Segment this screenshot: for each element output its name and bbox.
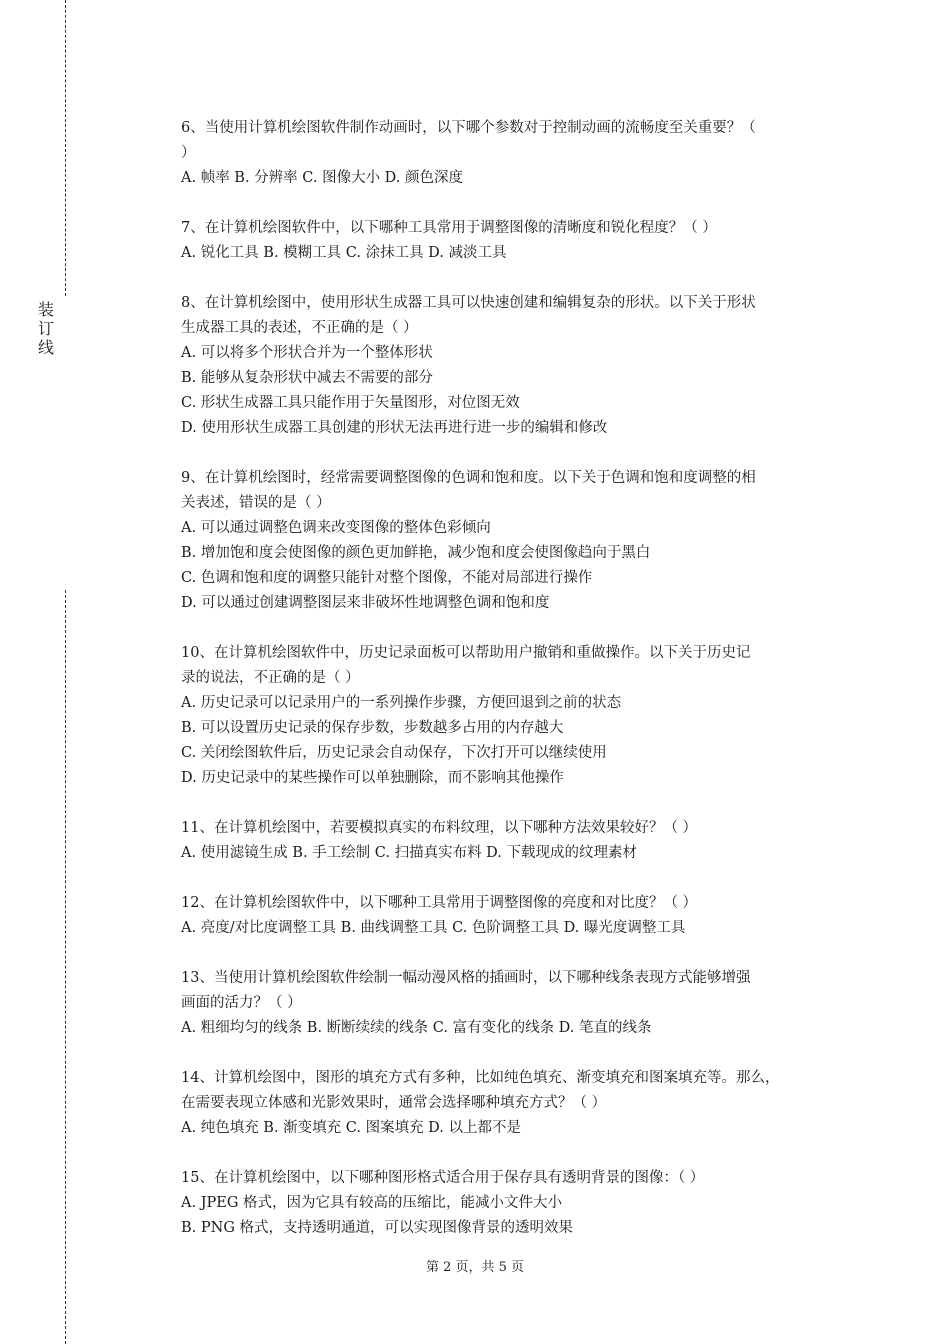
question-13: [181, 966, 855, 1041]
question-options: A. 帧率 B. 分辨率 C. 图像大小 D. 颜色深度: [181, 170, 464, 186]
binding-label: [36, 300, 56, 357]
option-d: D. 可以通过创建调整图层来非破坏性地调整色调和饱和度: [181, 595, 550, 611]
question-text: 8、在计算机绘图中，使用形状生成器工具可以快速创建和编辑复杂的形状。以下关于形状: [181, 295, 756, 311]
option-d: D. 历史记录中的某些操作可以单独删除，而不影响其他操作: [181, 770, 564, 786]
question-options: A. 使用滤镜生成 B. 手工绘制 C. 扫描真实布料 D. 下载现成的纹理素材: [181, 845, 638, 861]
question-options: A. 纯色填充 B. 渐变填充 C. 图案填充 D. 以上都不是: [181, 1120, 522, 1136]
question-14: [181, 1066, 855, 1141]
question-text: 15、在计算机绘图中，以下哪种图形格式适合用于保存具有透明背景的图像：（ ）: [181, 1170, 705, 1186]
question-options: A. 亮度/对比度调整工具 B. 曲线调整工具 C. 色阶调整工具 D. 曝光度调整工具: [181, 920, 686, 936]
binding-char: 订: [37, 319, 54, 338]
page-number: 第 2 页，共 5 页: [425, 1260, 525, 1275]
question-text: 生成器工具的表述，不正确的是（ ）: [181, 320, 418, 336]
question-text: 6、当使用计算机绘图软件制作动画时，以下哪个参数对于控制动画的流畅度至关重要？（: [181, 120, 756, 136]
binding-dashed-line-bottom: [65, 590, 66, 1344]
question-8: [181, 291, 855, 441]
question-text: 关表述，错误的是（ ）: [181, 495, 331, 511]
question-text: ）: [181, 145, 196, 161]
question-9: [181, 466, 855, 616]
binding-char: 装: [37, 300, 54, 319]
question-text: 在需要表现立体感和光影效果时，通常会选择哪种填充方式？（ ）: [181, 1095, 607, 1111]
question-text: 7、在计算机绘图软件中，以下哪种工具常用于调整图像的清晰度和锐化程度？（ ）: [181, 220, 717, 236]
question-6: [181, 116, 855, 191]
question-11: [181, 816, 855, 866]
option-a: A. JPEG 格式，因为它具有较高的压缩比，能减小文件大小: [181, 1195, 563, 1211]
question-list: [181, 116, 855, 1266]
option-b: B. 增加饱和度会使图像的颜色更加鲜艳，减少饱和度会使图像趋向于黑白: [181, 545, 651, 561]
question-text: 13、当使用计算机绘图软件绘制一幅动漫风格的插画时，以下哪种线条表现方式能够增强: [181, 970, 751, 986]
question-12: [181, 891, 855, 941]
option-c: C. 关闭绘图软件后，历史记录会自动保存，下次打开可以继续使用: [181, 745, 607, 761]
binding-dashed-line-top: [65, 0, 66, 296]
option-d: D. 使用形状生成器工具创建的形状无法再进行进一步的编辑和修改: [181, 420, 608, 436]
question-text: 10、在计算机绘图软件中，历史记录面板可以帮助用户撤销和重做操作。以下关于历史记: [181, 645, 751, 661]
question-text: 14、计算机绘图中，图形的填充方式有多种，比如纯色填充、渐变填充和图案填充等。那么，: [181, 1070, 780, 1086]
option-a: A. 可以通过调整色调来改变图像的整体色彩倾向: [181, 520, 491, 536]
question-text: 9、在计算机绘图时，经常需要调整图像的色调和饱和度。以下关于色调和饱和度调整的相: [181, 470, 756, 486]
option-b: B. PNG 格式，支持透明通道，可以实现图像背景的透明效果: [181, 1220, 574, 1236]
question-10: [181, 641, 855, 791]
option-c: C. 形状生成器工具只能作用于矢量图形，对位图无效: [181, 395, 520, 411]
question-text: 11、在计算机绘图中，若要模拟真实的布料纹理，以下哪种方法效果较好？（ ）: [181, 820, 698, 836]
question-options: A. 锐化工具 B. 模糊工具 C. 涂抹工具 D. 减淡工具: [181, 245, 507, 261]
binding-char: 线: [37, 338, 54, 357]
question-15: [181, 1166, 855, 1241]
question-7: [181, 216, 855, 266]
question-text: 12、在计算机绘图软件中，以下哪种工具常用于调整图像的亮度和对比度？（ ）: [181, 895, 698, 911]
option-a: A. 可以将多个形状合并为一个整体形状: [181, 345, 433, 361]
question-options: A. 粗细均匀的线条 B. 断断续续的线条 C. 富有变化的线条 D. 笔直的线条: [181, 1020, 652, 1036]
option-c: C. 色调和饱和度的调整只能针对整个图像，不能对局部进行操作: [181, 570, 593, 586]
option-a: A. 历史记录可以记录用户的一系列操作步骤，方便回退到之前的状态: [181, 695, 622, 711]
option-b: B. 能够从复杂形状中减去不需要的部分: [181, 370, 433, 386]
option-b: B. 可以设置历史记录的保存步数，步数越多占用的内存越大: [181, 720, 564, 736]
question-text: 录的说法，不正确的是（ ）: [181, 670, 360, 686]
question-text: 画面的活力？（ ）: [181, 995, 302, 1011]
